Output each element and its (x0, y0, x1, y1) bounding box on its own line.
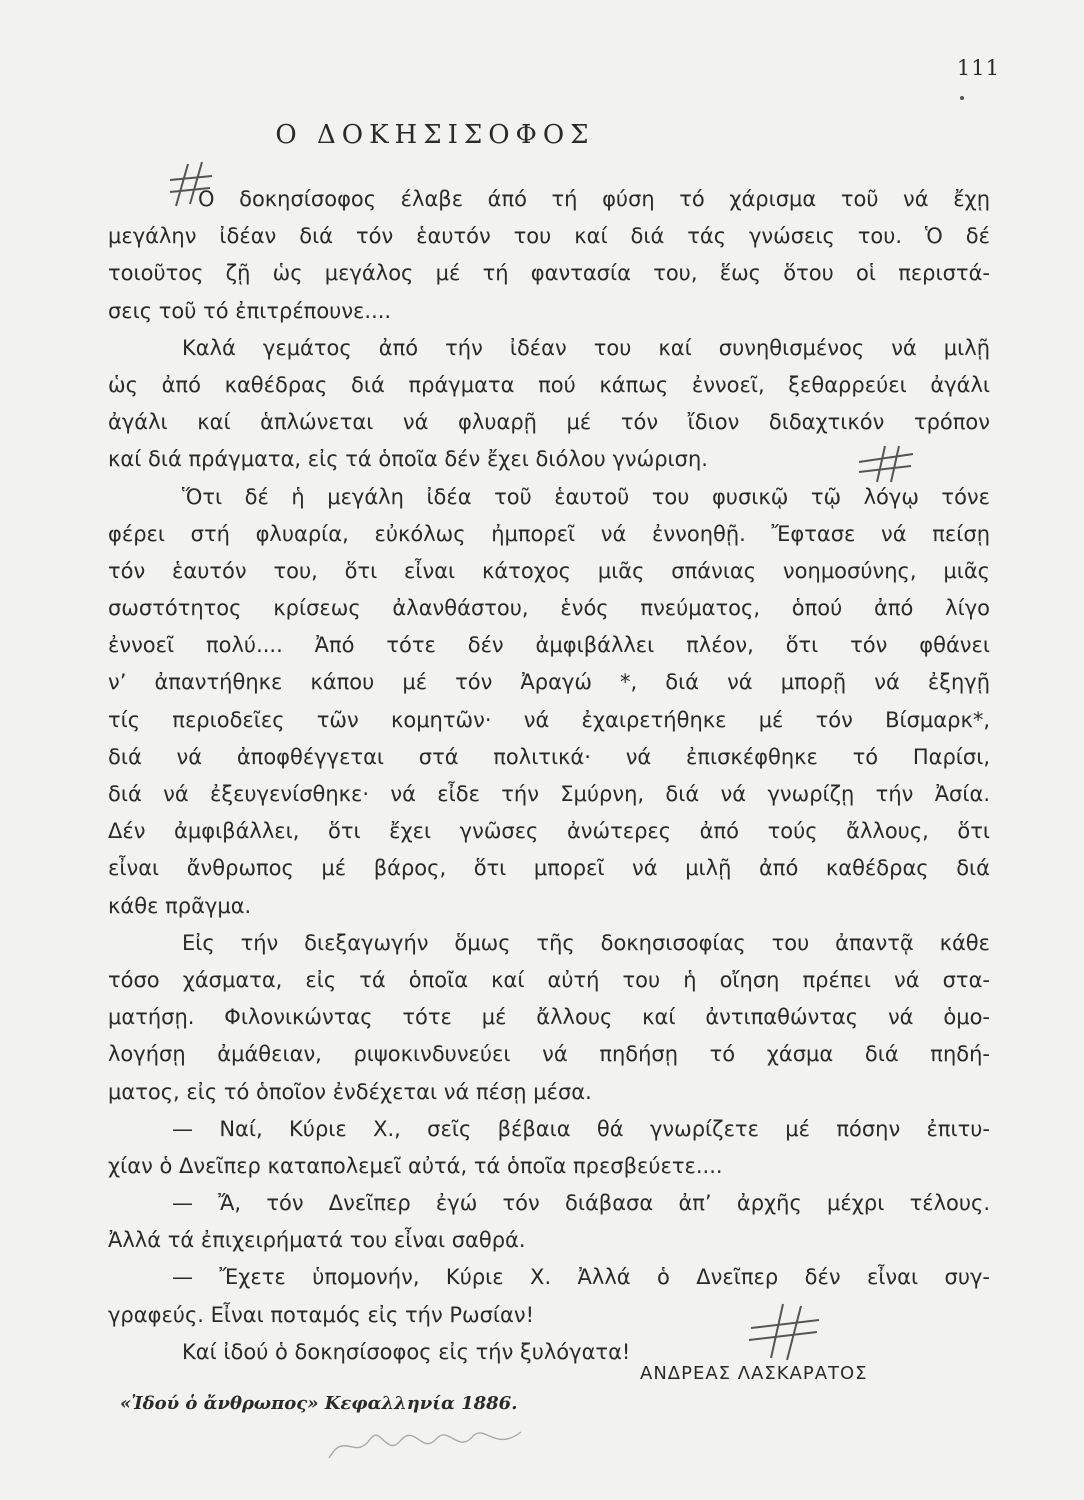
text-line: Εἰς τήν διεξαγωγήν ὅμως τῆς δοκησισοφίας του ἀπαντᾷ κάθε (182, 930, 990, 955)
text-line: ἀγάλι καί ἁπλώνεται νά φλυαρῇ μέ τόν ἴδιον διδαχτικόν τρόπον (108, 410, 990, 435)
page-dot (960, 96, 964, 100)
text-line: ν’ ἀπαντήθηκε κάπου μέ τόν Ἀραγώ *, διά νά μπορῇ νά ἐξηγῇ (108, 670, 990, 695)
text-line: τοιοῦτος ζῇ ὡς μεγάλος μέ τή φαντασία του, ἕως ὅτου οἱ περιστά- (108, 261, 990, 286)
text-line: ἐννοεῖ πολύ.... Ἀπό τότε δέν ἀμφιβάλλει πλέον, ὅτι τόν φθάνει (108, 633, 990, 658)
text-line: τόν ἑαυτόν του, ὅτι εἶναι κάτοχος μιᾶς σπάνιας νοημοσύνης, μιᾶς (108, 558, 990, 583)
text-line: χίαν ὁ Δνεῖπερ καταπολεμεῖ αὐτά, τά ὁποῖα πρεσβεύετε.... (108, 1153, 723, 1178)
text-line: — Ἔχετε ὑπομονήν, Κύριε Χ. Ἀλλά ὁ Δνεῖπερ δέν εἶναι συγ- (172, 1265, 990, 1290)
author-name: ΑΝΔΡΕΑΣ ΛΑΣΚΑΡΑΤΟΣ (640, 1363, 868, 1384)
text-line: γραφεύς. Εἶναι ποταμός εἰς τήν Ρωσίαν! (108, 1302, 535, 1327)
text-line: ματος, εἰς τό ὁποῖον ἐνδέχεται νά πέσῃ μέσα. (108, 1079, 592, 1104)
text-line: κάθε πρᾶγμα. (108, 893, 252, 918)
text-line: Δέν ἀμφιβάλλει, ὅτι ἔχει γνῶσες ἀνώτερες ἀπό τούς ἄλλους, ὅτι (108, 819, 990, 844)
pencil-scribble-icon (325, 1418, 525, 1468)
text-line: φέρει στή φλυαρία, εὐκόλως ἠμπορεῖ νά ἐννοηθῇ. Ἔφτασε νά πείσῃ (108, 521, 990, 546)
text-line: Ο δοκησίσοφος έλαβε άπό τή φύση τό χάρισμα τοῦ νά ἔχῃ (198, 187, 990, 211)
text-line: ὡς ἀπό καθέδρας διά πράγματα πού κάπως ἐννοεῖ, ξεθαρρεύει ἀγάλι (108, 372, 990, 397)
text-line: διά νά ἀποφθέγγεται στά πολιτικά· νά ἐπισκέφθηκε τό Παρίσι, (108, 744, 990, 769)
source-citation: «Ἰδού ὁ ἄνθρωπος» Κεφαλληνία 1886. (120, 1393, 518, 1414)
text-line: σεις τοῦ τό ἐπιτρέπουνε.... (108, 298, 392, 323)
article-body (108, 181, 990, 1371)
text-line: Ἀλλά τά ἐπιχειρήματά του εἶναι σαθρά. (108, 1228, 526, 1253)
text-line: Ὅτι δέ ἡ μεγάλη ἰδέα τοῦ ἑαυτοῦ του φυσικῷ τῷ λόγῳ τόνε (182, 484, 990, 509)
text-line: μεγάλην ἰδέαν διά τόν ἑαυτόν του καί διά τάς γνώσεις του. Ὁ δέ (108, 224, 990, 249)
text-line: Καλά γεμάτος ἀπό τήν ἰδέαν του καί συνηθισμένος νά μιλῇ (182, 335, 990, 360)
text-line: τόσο χάσματα, εἰς τά ὁποῖα καί αὐτή του ἡ οἴηση πρέπει νά στα- (108, 967, 990, 992)
text-line: τίς περιοδεῖες τῶν κομητῶν· νά ἐχαιρετήθηκε μέ τόν Βίσμαρκ*, (108, 707, 990, 732)
text-line: — Ναί, Κύριε Χ., σεῖς βέβαια θά γνωρίζετε μέ πόσην ἐπιτυ- (172, 1116, 990, 1141)
text-line: Καί ἰδού ὁ δοκησίσοφος εἰς τήν ξυλόγατα! (182, 1339, 631, 1364)
article-title: Ο ΔΟΚΗΣΙΣΟΦΟΣ (275, 120, 595, 150)
text-line: σωστότητος κρίσεως ἀλανθάστου, ἑνός πνεύματος, ὁπού ἀπό λίγο (108, 596, 990, 621)
text-line: καί διά πράγματα, εἰς τά ὁποῖα δέν ἔχει διόλου γνώριση. (108, 447, 708, 472)
text-line: — Ἄ, τόν Δνεῖπερ ἐγώ τόν διάβασα ἀπ’ ἀρχῆς μέχρι τέλους. (172, 1191, 990, 1216)
text-line: λογήσῃ ἀμάθειαν, ριψοκινδυνεύει νά πηδήσῃ τό χάσμα διά πηδή- (108, 1042, 990, 1067)
text-line: διά νά ἐξευγενίσθηκε· νά εἶδε τήν Σμύρνη, διά νά γνωρίζῃ τήν Ἀσία. (108, 782, 990, 806)
text-line: εἶναι ἄνθρωπος μέ βάρος, ὅτι μπορεῖ νά μιλῇ ἀπό καθέδρας διά (108, 856, 990, 881)
text-line: ματήσῃ. Φιλονικώντας τότε μέ ἄλλους καί ἀντιπαθώντας νά ὁμο- (108, 1005, 990, 1030)
page-number: 111 (956, 56, 1000, 80)
